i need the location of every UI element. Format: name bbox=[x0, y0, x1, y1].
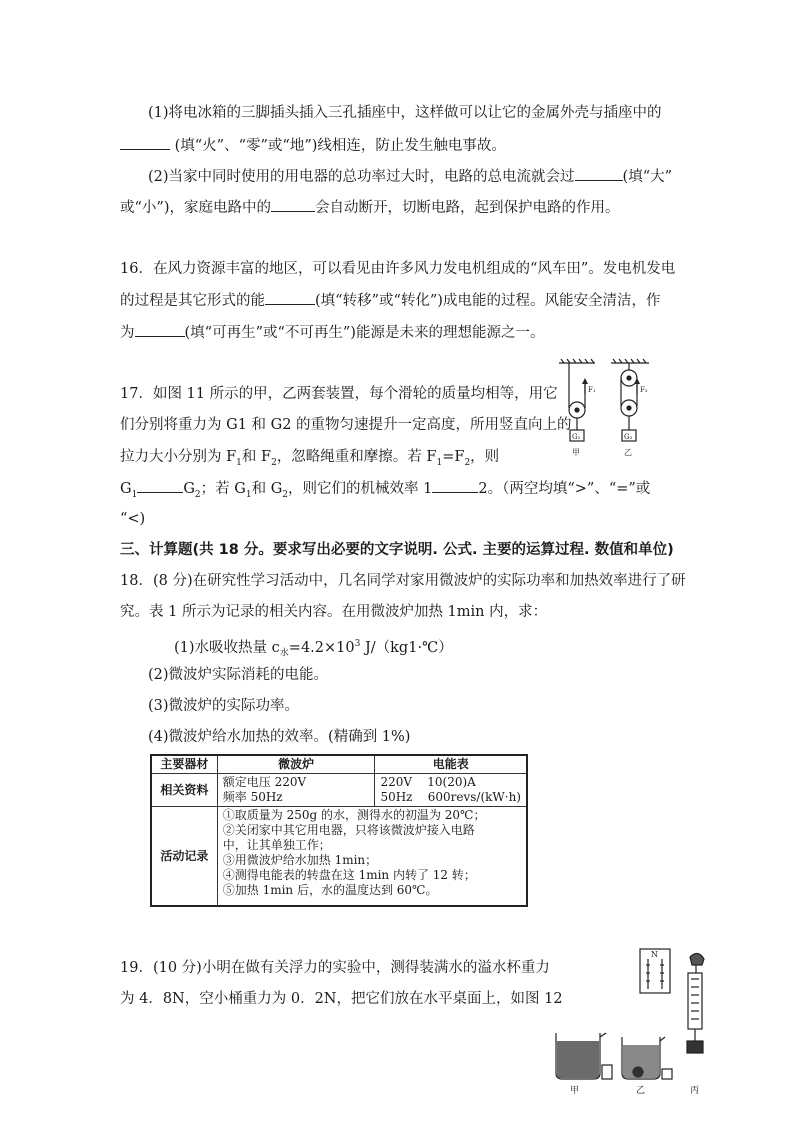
answer-blank bbox=[271, 197, 315, 212]
f1-label: F₁ bbox=[588, 386, 596, 394]
fig-label-bing: 丙 bbox=[690, 1086, 700, 1095]
q15-part2-line1: (2)当家中同时使用的用电器的总功率过大时，电路的总电流就会过 (填“大” bbox=[148, 166, 672, 187]
q19-line1: 19．(10 分)小明在做有关浮力的实验中，测得装满水的溢水杯重力 bbox=[120, 960, 550, 976]
q18-item1: (1)水吸收热量 $c_水=4.2\times 10^3$ J/（kg1·℃） bbox=[174, 639, 453, 659]
data-table bbox=[150, 754, 528, 907]
q18-item4: (4)微波炉给水加热的效率。(精确到 1%) bbox=[148, 729, 411, 745]
answer-blank bbox=[137, 478, 183, 493]
q16-line3: 为 (填“可再生”或“不可再生”)能源是未来的理想能源之一。 bbox=[120, 322, 544, 343]
fig-label-yi: 乙 bbox=[636, 1086, 646, 1095]
q17-line3: 拉力大小分别为 $F_1$和 $F_2$，忽略绳重和摩擦。若 $F_1=F_2$，则 bbox=[120, 449, 500, 468]
table-header-row bbox=[151, 755, 527, 774]
answer-blank bbox=[575, 166, 623, 181]
answer-blank bbox=[135, 322, 185, 337]
q15-part2-line2: 或“小”)，家庭电路中的 会自动断开，切断电路，起到保护电路的作用。 bbox=[120, 197, 619, 218]
q17-line4: $G_1$ $G_2$；若 $G_1$和 $G_2$，则它们的机械效率 1 2。（两空均填“>”、“=”或 bbox=[120, 478, 650, 505]
f2-label: F₂ bbox=[640, 386, 648, 394]
fig-label-jia: 甲 bbox=[572, 448, 580, 457]
pulley-figure bbox=[555, 358, 655, 462]
q17-line1: 17．如图 11 所示的甲，乙两套装置，每个滑轮的质量均相等，用它 bbox=[120, 386, 558, 402]
answer-blank bbox=[265, 290, 315, 305]
answer-blank bbox=[120, 135, 170, 150]
table-cell: 220V 10(20)A 50Hz 600revs/(kW·h) bbox=[375, 774, 527, 807]
buoyancy-figure bbox=[550, 945, 720, 1095]
table-row bbox=[151, 774, 527, 807]
table-row bbox=[151, 807, 527, 907]
section-3-heading: 三、计算题(共 18 分。要求写出必要的文字说明. 公式. 主要的运算过程. 数值和单位) bbox=[120, 542, 674, 558]
table-header: 主要器材 bbox=[151, 755, 217, 774]
q18-item2: (2)微波炉实际消耗的电能。 bbox=[148, 667, 329, 683]
table-cell: ①取质量为 250g 的水，测得水的初温为 20℃； ②关闭家中其它用电器，只将该微波炉接入电路 中，让其单独工作； ③用微波炉给水加热 1min； ④测得电能表的转盘在这 1min 内转了 12 转； ⑤加热 1min 后，水的温度达到 60℃。 bbox=[217, 807, 527, 907]
q17-line5: “<) bbox=[120, 511, 146, 527]
table-row-label: 相关资料 bbox=[151, 774, 217, 807]
q15-part1-line1: (1)将电冰箱的三脚插头插入三孔插座中，这样做可以让它的金属外壳与插座中的 bbox=[148, 105, 662, 121]
q18-line1: 18．(8 分)在研究性学习活动中，几名同学对家用微波炉的实际功率和加热效率进行了研 bbox=[120, 573, 686, 589]
table-row-label: 活动记录 bbox=[151, 807, 217, 907]
g2-label: G₂ bbox=[624, 433, 633, 441]
q15-part1-line2: (填“火”、“零”或“地”)线相连，防止发生触电事故。 bbox=[120, 135, 506, 156]
q16-line1: 16．在风力资源丰富的地区，可以看见由许多风力发电机组成的“风车田”。发电机发电 bbox=[120, 261, 676, 277]
answer-blank bbox=[432, 478, 478, 493]
table-header: 电能表 bbox=[375, 755, 527, 774]
q18-line2: 究。表 1 所示为记录的相关内容。在用微波炉加热 1min 内，求： bbox=[120, 604, 548, 620]
fig-label-yi: 乙 bbox=[624, 448, 632, 457]
q19-line2: 为 4．8N，空小桶重力为 0．2N，把它们放在水平桌面上，如图 12 bbox=[120, 991, 563, 1007]
fig-label-jia: 甲 bbox=[570, 1086, 580, 1095]
g1-label: G₁ bbox=[572, 433, 581, 441]
q17-line2: 们分别将重力为 G1 和 G2 的重物匀速提升一定高度，所用竖直向上的 bbox=[120, 417, 572, 433]
table-header: 微波炉 bbox=[217, 755, 375, 774]
q16-line2: 的过程是其它形式的能 (填“转移”或“转化”)成电能的过程。风能安全清洁，作 bbox=[120, 290, 660, 311]
q18-item3: (3)微波炉的实际功率。 bbox=[148, 698, 300, 714]
scale-n-label: N bbox=[651, 950, 658, 959]
table-cell: 额定电压 220V 频率 50Hz bbox=[217, 774, 375, 807]
